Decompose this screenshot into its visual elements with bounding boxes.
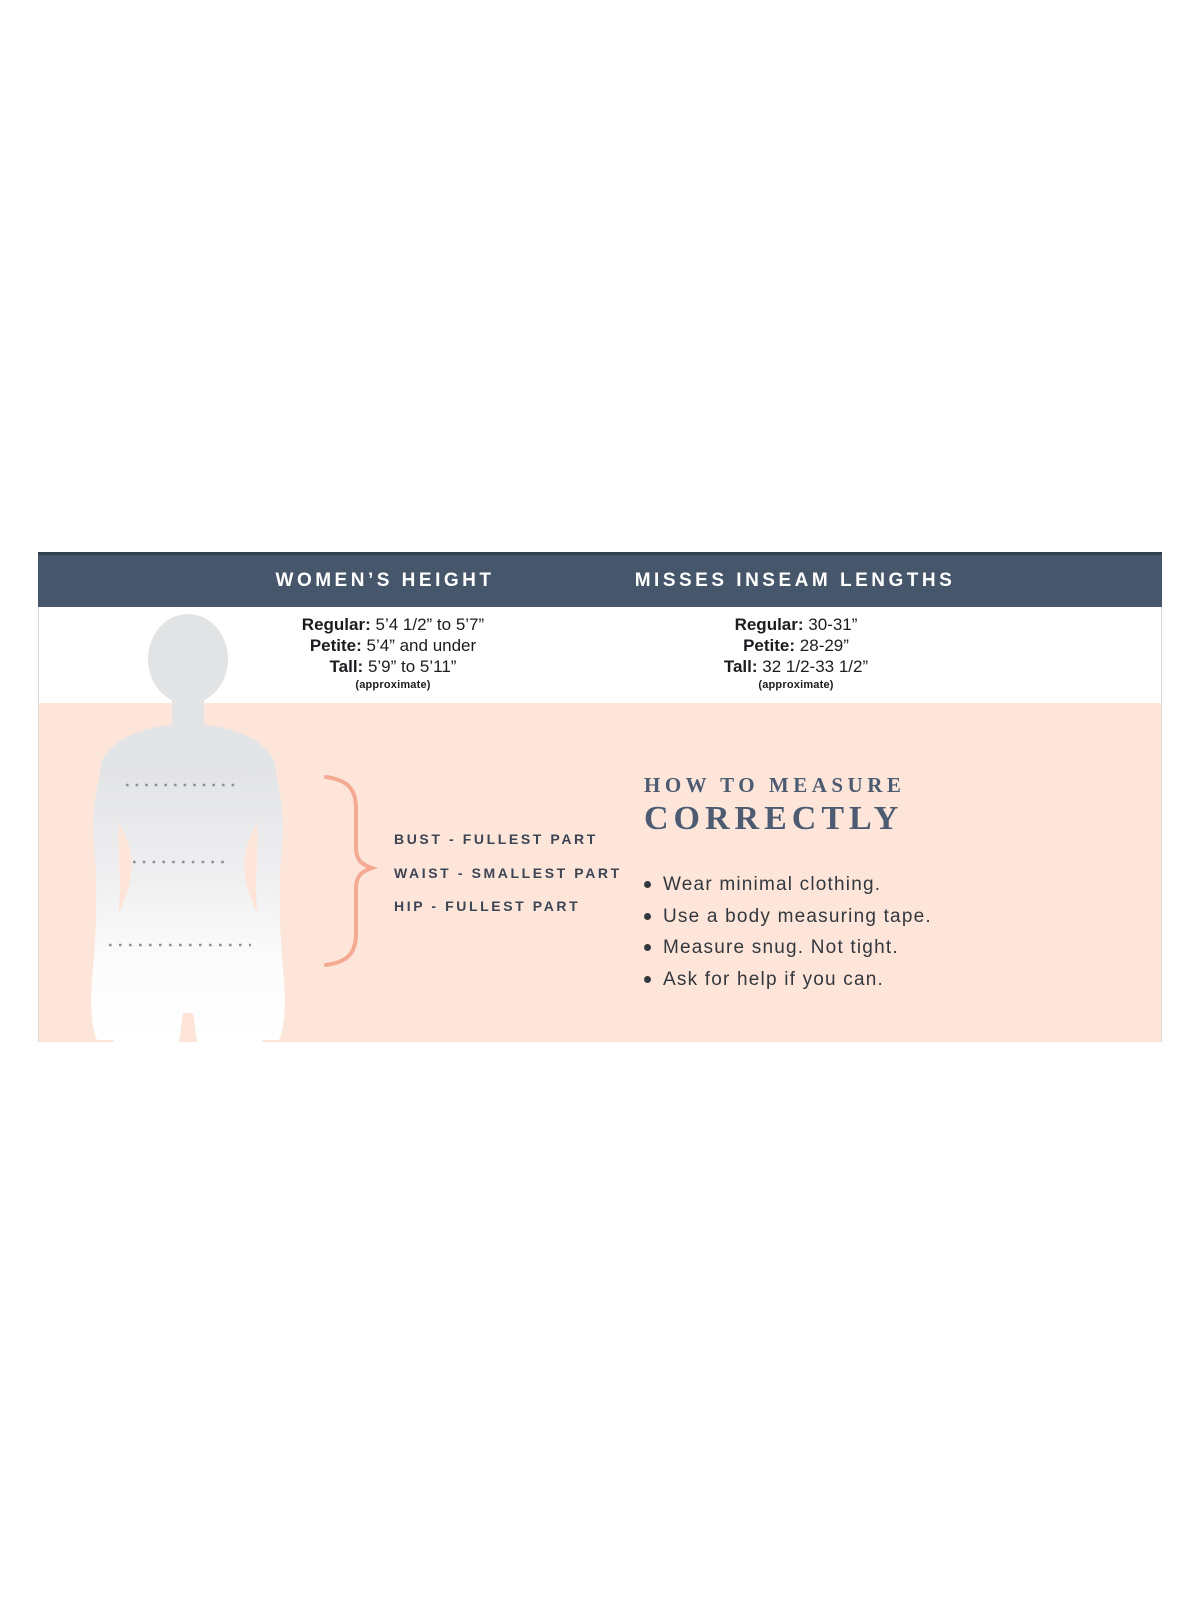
inseam-row-tall — [596, 656, 996, 677]
size-guide-body — [38, 607, 1162, 1042]
hip-label: HIP - FULLEST PART — [394, 898, 581, 915]
tip-text: Wear minimal clothing. — [663, 874, 882, 895]
inseam-tall-label: Tall: — [723, 657, 758, 676]
list-item — [644, 869, 932, 901]
height-row-tall — [193, 656, 593, 677]
height-approximate-note: (approximate) — [355, 679, 431, 691]
height-tall-value: 5’9” to 5’11” — [367, 657, 457, 676]
list-item — [644, 964, 932, 996]
list-item — [644, 901, 932, 933]
height-regular-label: Regular: — [301, 615, 371, 634]
heading-line-2: CORRECTLY — [644, 800, 904, 837]
measuring-tips-list — [644, 869, 932, 995]
column-header-womens-height: WOMEN’S HEIGHT — [275, 570, 495, 591]
inseam-petite-label: Petite: — [743, 636, 796, 655]
inseam-approximate-note: (approximate) — [758, 679, 834, 691]
bullet-icon — [644, 944, 651, 951]
height-petite-label: Petite: — [309, 636, 362, 655]
column-header-misses-inseam: MISSES INSEAM LENGTHS — [634, 570, 956, 591]
table-header-bar — [38, 552, 1162, 607]
how-to-measure-heading — [644, 773, 905, 838]
inseam-row-petite — [596, 635, 996, 656]
bullet-icon — [644, 913, 651, 920]
measurement-point-labels — [394, 823, 622, 924]
curly-brace-icon — [326, 777, 372, 965]
size-guide-panel — [38, 552, 1162, 1042]
womens-height-info — [193, 614, 593, 693]
inseam-tall-value: 32 1/2-33 1/2” — [762, 657, 869, 676]
inseam-regular-value: 30-31” — [808, 615, 858, 634]
bullet-icon — [644, 976, 651, 983]
heading-line-1: HOW TO MEASURE — [644, 773, 906, 797]
bust-label: BUST - FULLEST PART — [394, 831, 598, 847]
bullet-icon — [644, 881, 651, 888]
tip-text: Use a body measuring tape. — [663, 905, 932, 927]
waist-label: WAIST - SMALLEST PART — [394, 864, 622, 881]
inseam-regular-label: Regular: — [734, 615, 804, 634]
tip-text: Ask for help if you can. — [663, 968, 885, 990]
height-regular-value: 5’4 1/2” to 5’7” — [375, 615, 485, 634]
tip-text: Measure snug. Not tight. — [663, 937, 899, 959]
height-petite-value: 5’4” and under — [366, 636, 477, 655]
height-row-regular — [193, 614, 593, 635]
list-item — [644, 932, 932, 964]
inseam-petite-value: 28-29” — [799, 636, 849, 655]
inseam-row-regular — [596, 614, 996, 635]
height-tall-label: Tall: — [329, 657, 364, 676]
height-row-petite — [193, 635, 593, 656]
misses-inseam-info — [596, 614, 996, 693]
